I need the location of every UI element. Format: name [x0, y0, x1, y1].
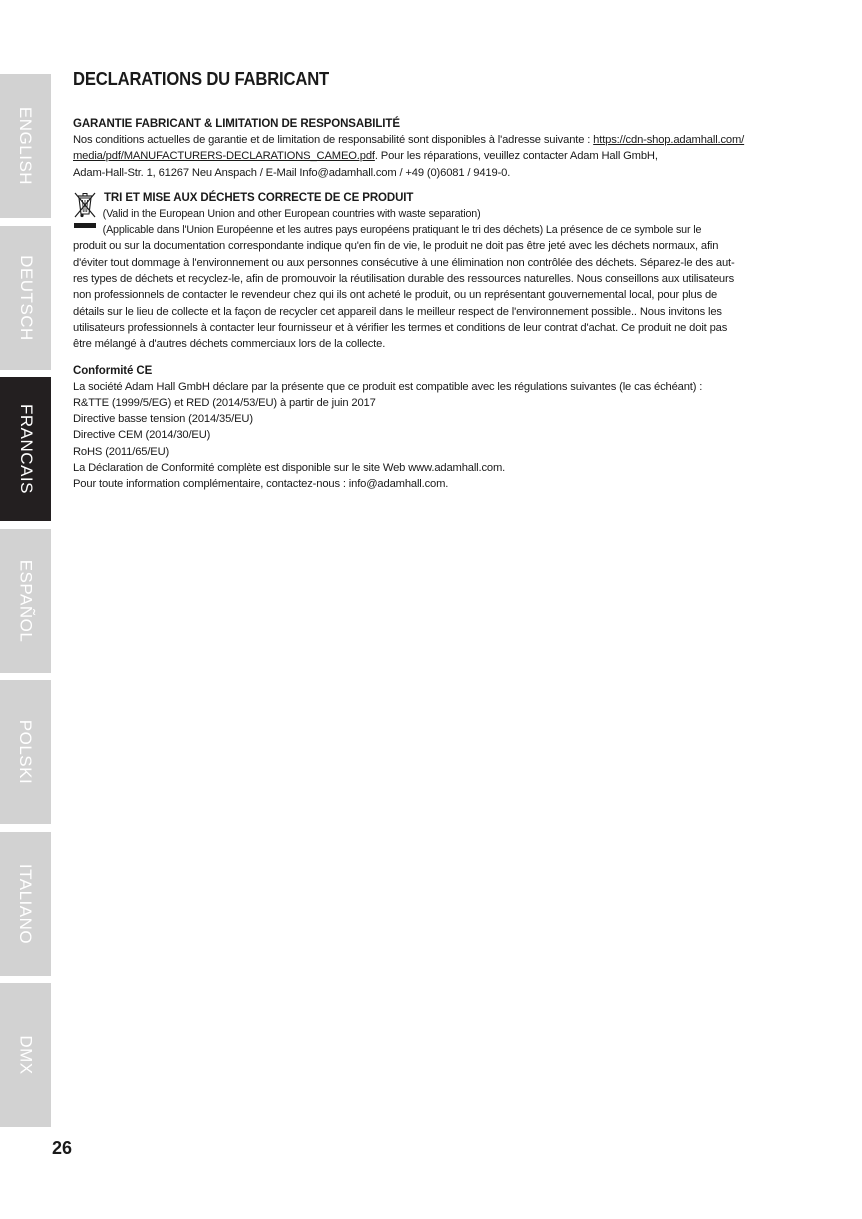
tab-dmx-label: DMX [16, 1035, 36, 1075]
tab-italiano[interactable] [0, 832, 51, 976]
page-number: 26 [52, 1138, 73, 1158]
tab-espanol-label: ESPAÑOL [16, 559, 36, 643]
tab-english[interactable] [0, 74, 51, 218]
disposal-line-1: (Applicable dans l'Union Européenne et les autres pays européens pratiquant le tri des déchets) La présence de ce symbole sur le [102, 224, 702, 237]
tab-italiano-label: ITALIANO [16, 863, 36, 945]
tab-deutsch[interactable] [0, 226, 51, 370]
tab-deutsch-label: DEUTSCH [16, 255, 36, 341]
warranty-line-1-text: Nos conditions actuelles de garantie et de limitation de responsabilité sont disponibles à l'adresse suivante : [73, 134, 594, 146]
disposal-line-7: utilisateurs professionnels à contacter leur fournisseur et à vérifier les termes et conditions de leur contrat d'achat. Ce produit ne doit pas [73, 321, 728, 334]
tab-espanol[interactable] [0, 529, 51, 673]
tab-francais-label: FRANCAIS [16, 404, 36, 494]
tab-dmx[interactable] [0, 983, 51, 1127]
warranty-title: GARANTIE FABRICANT & LIMITATION DE RESPONSABILITÉ [73, 118, 400, 130]
warranty-line-1 [73, 132, 783, 148]
disposal-line-2: produit ou sur la documentation correspondante indique qu'en fin de vie, le produit ne doit pas être jeté avec les déchets normaux, afin [73, 240, 719, 253]
ce-line-7: Pour toute information complémentaire, contactez-nous : info@adamhall.com. [73, 478, 449, 491]
warranty-line-2-text: . Pour les réparations, veuillez contacter Adam Hall GmbH, [374, 150, 658, 163]
warranty-section [73, 116, 783, 181]
page-title: DECLARATIONS DU FABRICANT [73, 68, 330, 89]
ce-line-1: La société Adam Hall GmbH déclare par la présente que ce produit est compatible avec les régulations suivantes (le cas échéant) : [73, 380, 703, 393]
disposal-subtitle: (Valid in the European Union and other European countries with waste separation) [102, 207, 481, 220]
warranty-text [73, 132, 783, 181]
tab-francais[interactable] [0, 377, 51, 521]
ce-line-6: La Déclaration de Conformité complète est disponible sur le site Web www.adamhall.com. [73, 462, 506, 475]
ce-line-4: Directive CEM (2014/30/EU) [73, 429, 211, 442]
disposal-line-6: détails sur le lieu de collecte et la façon de recycler cet appareil dans le meilleur respect de l'environnement possible.. Nous invitons les [73, 305, 722, 318]
ce-line-3: Directive basse tension (2014/35/EU) [73, 413, 253, 426]
disposal-line-8: être mélangé à d'autres déchets commerciaux lors de la collecte. [73, 338, 386, 351]
disposal-text [73, 206, 783, 353]
ce-line-5: RoHS (2011/65/EU) [73, 445, 170, 458]
tab-polski[interactable] [0, 680, 51, 824]
tab-english-label: ENGLISH [16, 106, 36, 186]
warranty-line-2 [73, 148, 783, 164]
warranty-line-3: Adam-Hall-Str. 1, 61267 Neu Anspach / E-Mail Info@adamhall.com / +49 (0)6081 / 9419-0. [73, 166, 511, 179]
ce-title: Conformité CE [73, 364, 153, 377]
disposal-title: TRI ET MISE AUX DÉCHETS CORRECTE DE CE PRODUIT [104, 191, 414, 204]
tab-polski-label: POLSKI [16, 719, 36, 785]
ce-text [73, 379, 783, 493]
document-content [73, 68, 783, 493]
disposal-line-4: res types de déchets et recyclez-le, afin de promouvoir la réutilisation durable des ressources naturelles. Nous conseillons aux utilisateurs [73, 273, 735, 286]
ce-section [73, 363, 783, 493]
disposal-line-3: d'éviter tout dommage à l'environnement ou aux personnes consécutive à une élimination non contrôlée des déchets. Séparez-le des aut- [73, 256, 735, 269]
disposal-line-5: non professionnels de contacter le revendeur chez qui ils ont acheté le produit, ou un représentant gouvernemental local, pour plus de [73, 289, 718, 302]
warranty-link-part-1[interactable]: https://cdn-shop.adamhall.com/ [593, 134, 745, 146]
ce-line-2: R&TTE (1999/5/EG) et RED (2014/53/EU) à partir de juin 2017 [73, 396, 376, 409]
warranty-link-part-2[interactable]: media/pdf/MANUFACTURERS-DECLARATIONS_CAMEO.pdf [73, 150, 375, 163]
disposal-section [73, 190, 783, 353]
